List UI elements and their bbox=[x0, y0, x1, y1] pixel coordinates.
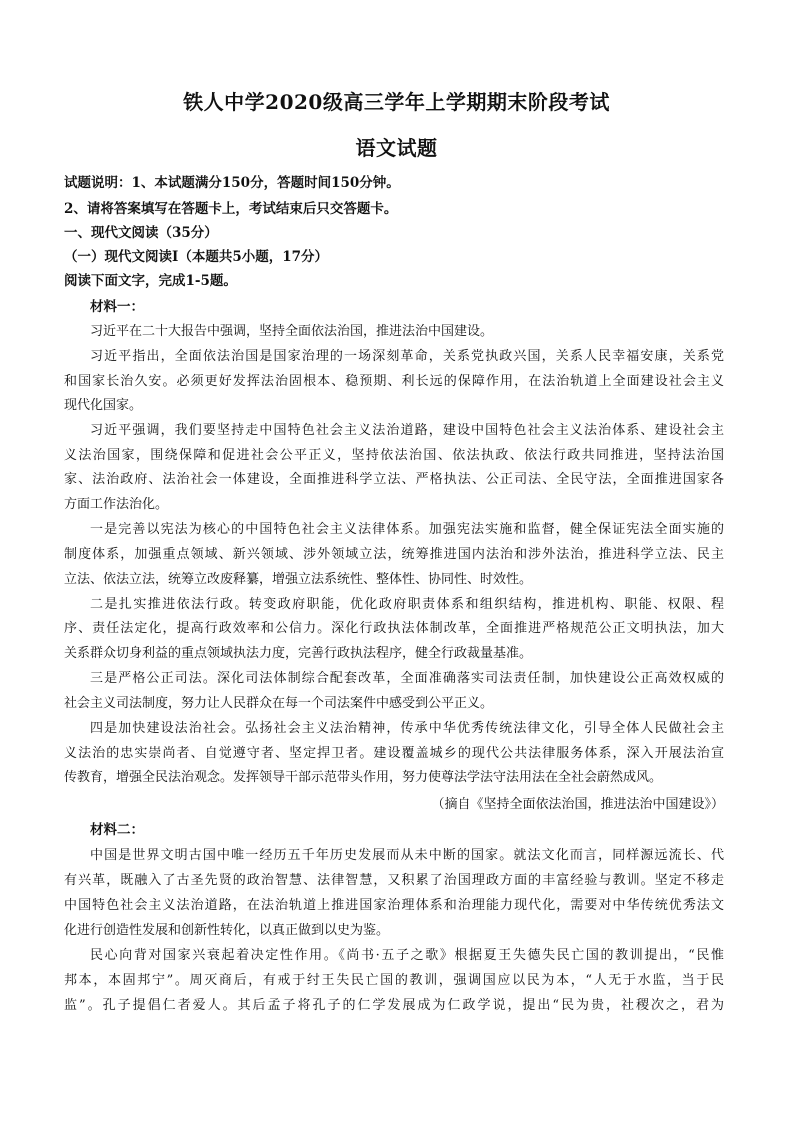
paragraph-line: 关系群众切身利益的重点领域执法力度，完善行政执法程序，健全行政裁量基准。 bbox=[64, 646, 533, 661]
paragraph-line: 和国家长治久安。必须更好发挥法治固根本、稳预期、利长远的保障作用，在法治轨道上全面建设社会主义 bbox=[64, 374, 724, 389]
paragraph-line: 二是扎实推进依法行政。转变政府职能，优化政府职责体系和组织结构，推进机构、职能、权限、程 bbox=[90, 597, 724, 612]
paragraph-line: 现代化国家。 bbox=[64, 398, 143, 413]
material1-label: 材料一： bbox=[90, 299, 144, 315]
paragraph-line: 化进行创造性发展和创新性转化，以真正做到以史为鉴。 bbox=[64, 923, 390, 938]
paragraph-line: 序、责任法定化，提高行政效率和公信力。深化行政执法体制改革，全面推进严格规范公正文明执法，加大 bbox=[64, 621, 724, 636]
paragraph-line: 方面工作法治化。 bbox=[64, 497, 169, 512]
paragraph-line: 监”。孔子提倡仁者爱人。其后孟子将孔子的仁学发展成为仁政学说，提出“民为贵，社稷次之，君为 bbox=[64, 998, 724, 1013]
reading-directive: 阅读下面文字，完成1-5题。 bbox=[64, 273, 237, 289]
instruction-1: 试题说明：1、本试题满分150分，答题时间150分钟。 bbox=[64, 175, 400, 191]
paragraph-line: 四是加快建设法治社会。弘扬社会主义法治精神，传承中华优秀传统法律文化，引导全体人民做社会主 bbox=[90, 721, 724, 736]
instruction-2: 2、请将答案填写在答题卡上，考试结束后只交答题卡。 bbox=[64, 201, 398, 217]
paragraph-line: 有兴革，既融入了古圣先贤的政治智慧、法律智慧，又积累了治国理政方面的丰富经验与教训。坚定不移走 bbox=[64, 873, 724, 888]
paragraph-line: 一是完善以宪法为核心的中国特色社会主义法律体系。加强宪法实施和监督，健全保证宪法全面实施的 bbox=[90, 522, 724, 537]
paragraph-line: 义法治国家，围绕保障和促进社会公平正义，坚持依法治国、依法执政、依法行政共同推进，坚持法治国 bbox=[64, 448, 724, 463]
paragraph-line: 立法、依法立法，统筹立改废释纂，增强立法系统性、整体性、协同性、时效性。 bbox=[64, 572, 533, 587]
exam-subtitle: 语文试题 bbox=[355, 136, 438, 160]
paragraph-line: 习近平强调，我们要坚持走中国特色社会主义法治道路，建设中国特色社会主义法治体系、建设社会主 bbox=[90, 423, 724, 438]
exam-title: 铁人中学2020级高三学年上学期期末阶段考试 bbox=[183, 90, 610, 114]
paragraph-line: 三是严格公正司法。深化司法体制综合配套改革，全面准确落实司法责任制，加快建设公正高效权威的 bbox=[90, 671, 724, 686]
paragraph-line: 民心向背对国家兴衰起着决定性作用。《尚书·五子之歌》根据夏王失德失民亡国的教训提出，“民惟 bbox=[90, 948, 724, 963]
paragraph-line: 中国是世界文明古国中唯一经历五千年历史发展而从未中断的国家。就法文化而言，同样源远流长、代 bbox=[90, 848, 724, 863]
subsection-heading: （一）现代文阅读Ⅰ（本题共5小题，17分） bbox=[64, 249, 328, 265]
paragraph-line: 义法治的忠实崇尚者、自觉遵守者、坚定捍卫者。建设覆盖城乡的现代公共法律服务体系，深入开展法治宣 bbox=[64, 746, 724, 761]
paragraph-line: 制度体系，加强重点领域、新兴领域、涉外领域立法，统筹推进国内法治和涉外法治，推进科学立法、民主 bbox=[64, 547, 724, 562]
paragraph-line: 社会主义司法制度，努力让人民群众在每一个司法案件中感受到公平正义。 bbox=[64, 696, 494, 711]
paragraph-line: 中国特色社会主义法治道路，在法治轨道上推进国家治理体系和治理能力现代化，需要对中华传统优秀法文 bbox=[64, 898, 724, 913]
source-citation: （摘自《坚持全面依法治国，推进法治中国建设》） bbox=[431, 797, 724, 812]
paragraph-line: 习近平指出，全面依法治国是国家治理的一场深刻革命，关系党执政兴国，关系人民幸福安康，关系党 bbox=[90, 349, 724, 364]
material2-label: 材料二： bbox=[90, 822, 144, 838]
paragraph-line: 传教育，增强全民法治观念。发挥领导干部示范带头作用，努力使尊法学法守法用法在全社会蔚然成风。 bbox=[64, 770, 663, 785]
paragraph-line: 邦本，本固邦宁”。周灭商后，有戒于纣王失民亡国的教训，强调国应以民为本，“人无于水监，当于民 bbox=[64, 973, 724, 988]
section-heading: 一、现代文阅读（35分） bbox=[64, 225, 218, 241]
paragraph-line: 家、法治政府、法治社会一体建设，全面推进科学立法、严格执法、公正司法、全民守法，全面推进国家各 bbox=[64, 472, 724, 487]
paragraph-line: 习近平在二十大报告中强调，坚持全面依法治国，推进法治中国建设。 bbox=[90, 324, 494, 339]
